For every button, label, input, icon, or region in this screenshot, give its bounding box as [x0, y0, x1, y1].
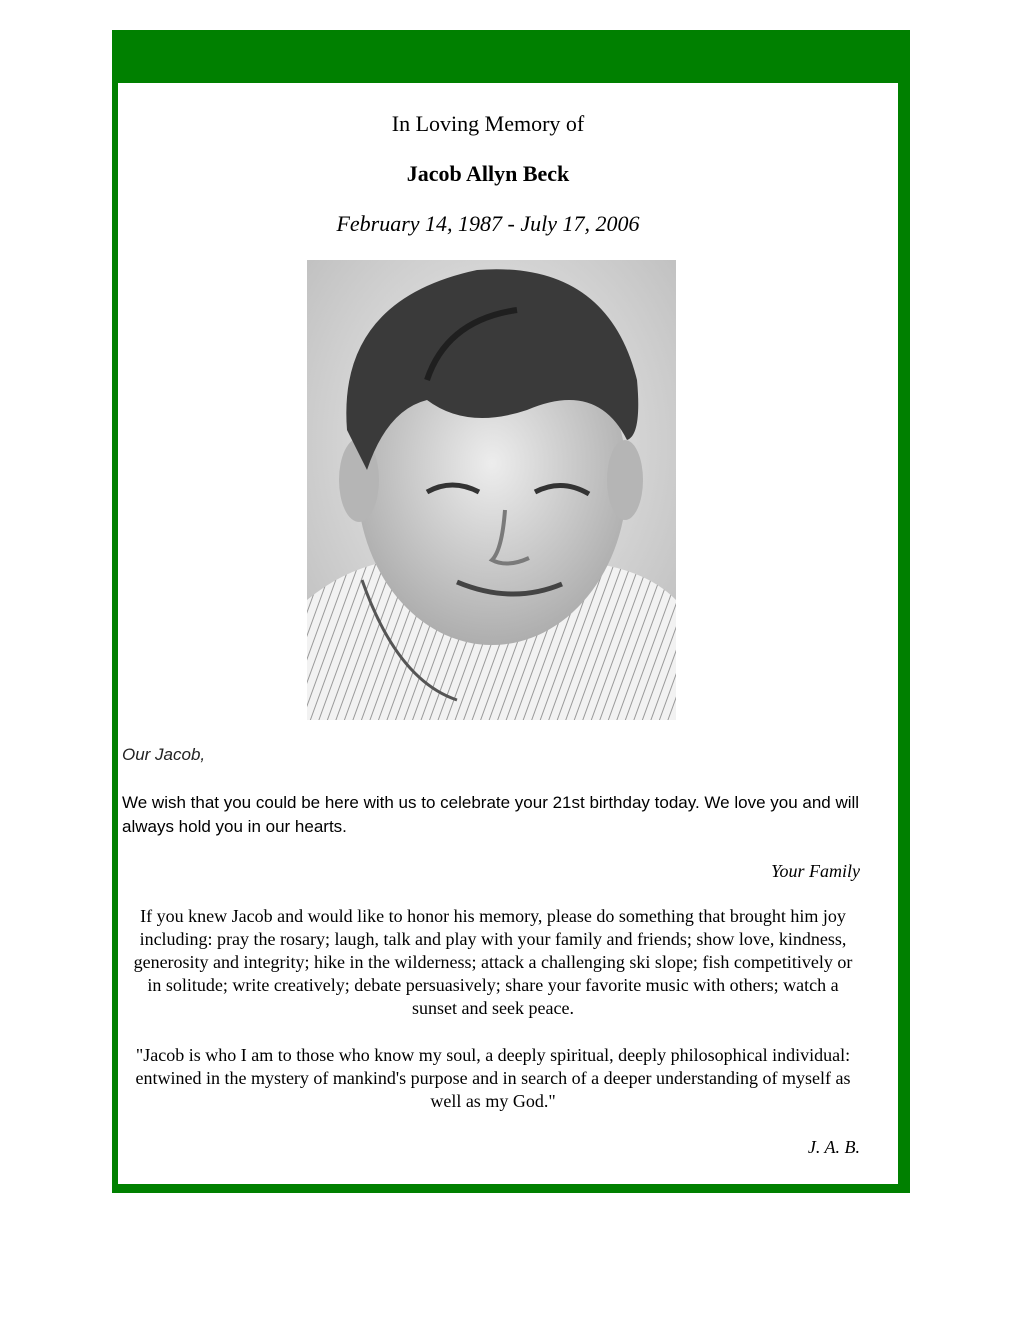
memorial-card [118, 83, 898, 1184]
memorial-heading: In Loving Memory of [391, 111, 585, 136]
honor-memory-paragraph: If you knew Jacob and would like to honor his memory, please do something that brought him joy including: pray the rosary; laugh, talk and play with your family and friends; show love, kindness, generosity and integrity; hike in the wilderness; attack a challenging ski slope; fish competitively or in solitude; write creatively; debate persuasively; share your favorite music with others; watch a sunset and seek peace. [133, 906, 853, 1018]
quote-signature: J. A. B. [807, 1137, 860, 1157]
letter-salutation: Our Jacob, [122, 745, 206, 764]
jacob-quote: "Jacob is who I am to those who know my soul, a deeply spiritual, deeply philosophical individual: entwined in the mystery of mankind's purpose and in search of a deeper understanding of myself as well as my God." [135, 1045, 851, 1111]
life-dates: February 14, 1987 - July 17, 2006 [336, 211, 640, 236]
family-signature: Your Family [771, 861, 860, 881]
deceased-name: Jacob Allyn Beck [406, 161, 570, 186]
memorial-card-border [112, 30, 910, 1193]
portrait-photo [307, 260, 676, 720]
portrait-image [307, 260, 676, 720]
letter-message: We wish that you could be here with us to celebrate your 21st birthday today. We love you and will always hold you in our hearts. [122, 793, 860, 836]
